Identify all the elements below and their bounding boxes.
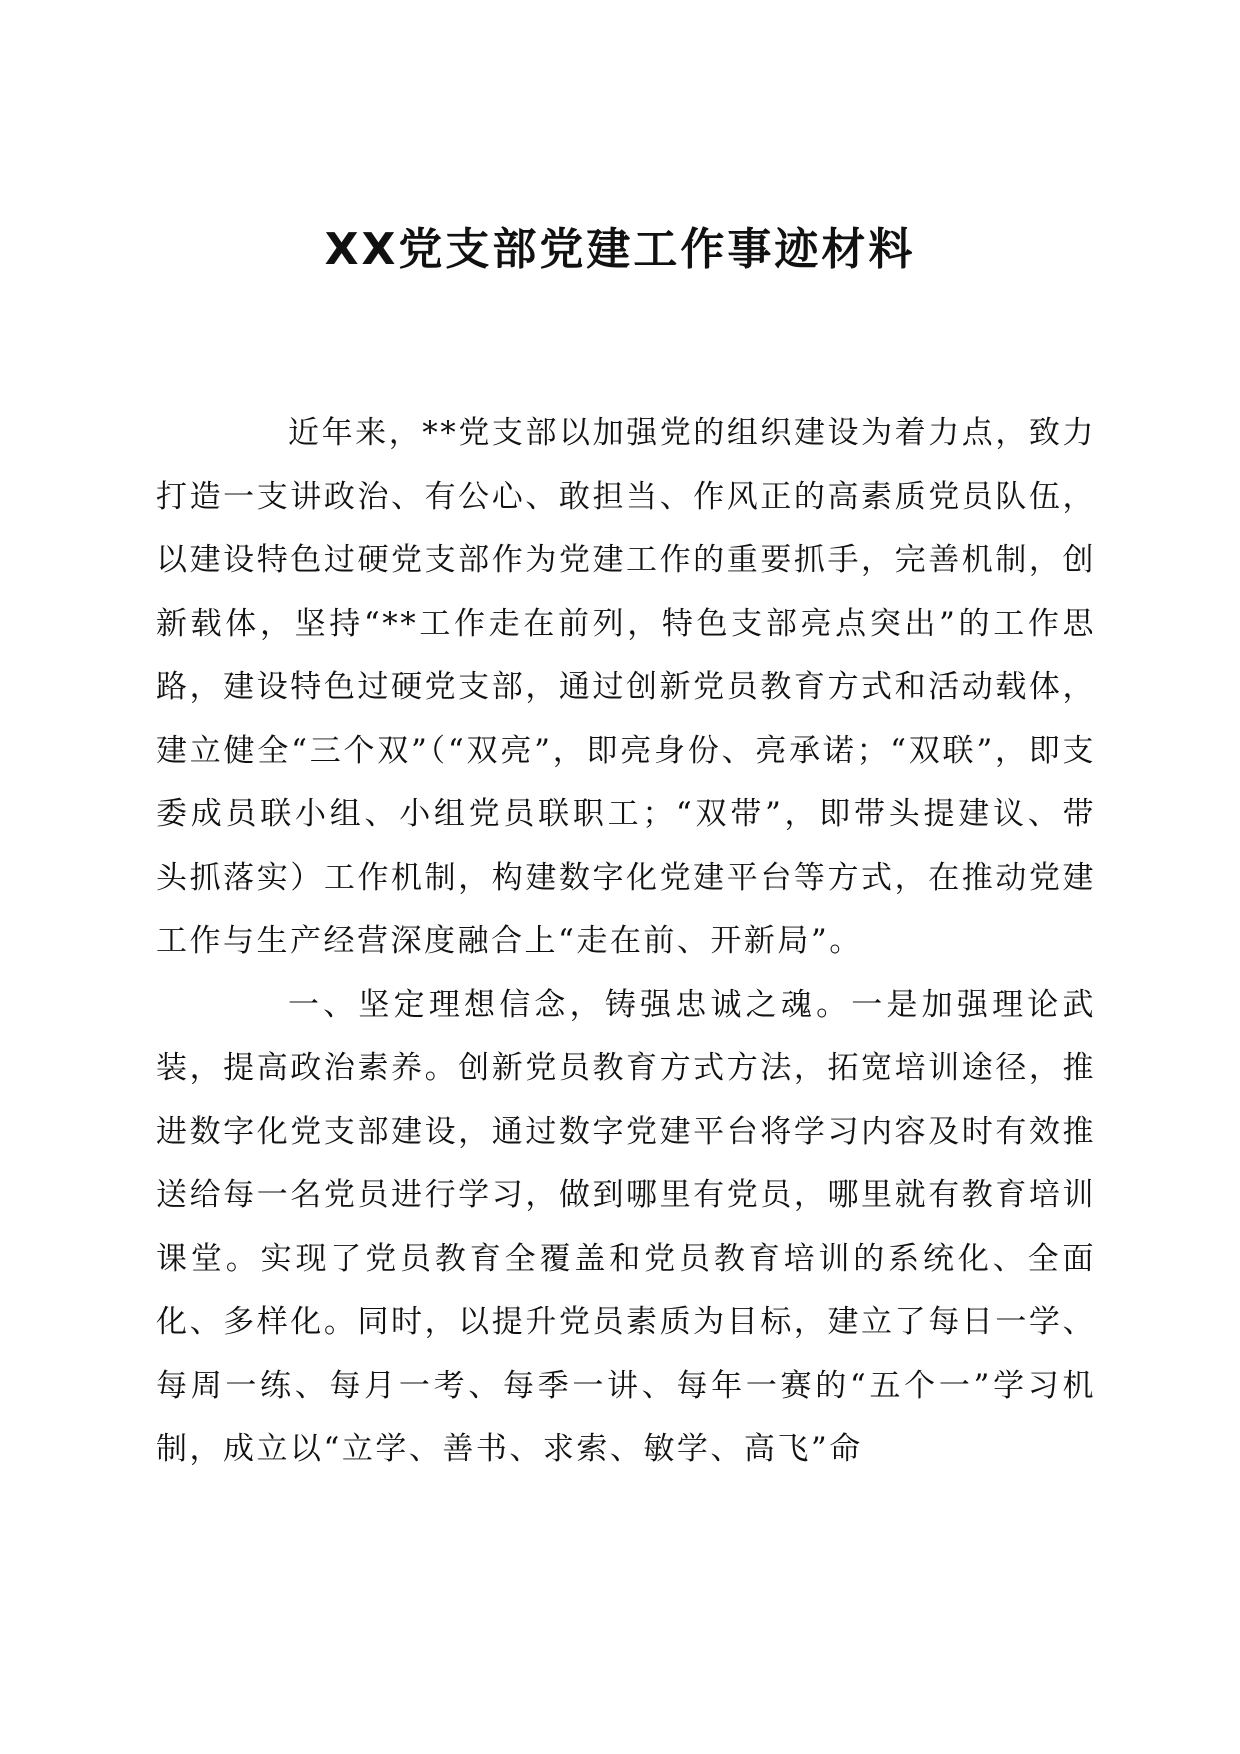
paragraph-section-one: 一、坚定理想信念，铸强忠诚之魂。一是加强理论武装，提高政治素养。创新党员教育方式方法，拓宽培训途径，推进数字化党支部建设，通过数字党建平台将学习内容及时有效推送给每一名党员进行学习，做到哪里有党员，哪里就有教育培训课堂。实现了党员教育全覆盖和党员教育培训的系统化、全面化、多样化。同时，以提升党员素质为目标，建立了每日一学、每周一练、每月一考、每季一讲、每年一赛的“五个一”学习机制，成立以“立学、善书、求索、敏学、高飞”命 [156,986,1096,1467]
document-body [156,402,1096,1482]
document-title: XX党支部党建工作事迹材料 [324,224,916,275]
paragraph-intro: 近年来，**党支部以加强党的组织建设为着力点，致力打造一支讲政治、有公心、敢担当、作风正的高素质党员队伍，以建设特色过硬党支部作为党建工作的重要抓手，完善机制，创新载体，坚持“**工作走在前列，特色支部亮点突出”的工作思路，建设特色过硬党支部，通过创新党员教育方式和活动载体，建立健全“三个双”（“双亮”，即亮身份、亮承诺；“双联”，即支委成员联小组、小组党员联职工；“双带”，即带头提建议、带头抓落实）工作机制，构建数字化党建平台等方式，在推动党建工作与生产经营深度融合上“走在前、开新局”。 [156,415,1096,959]
